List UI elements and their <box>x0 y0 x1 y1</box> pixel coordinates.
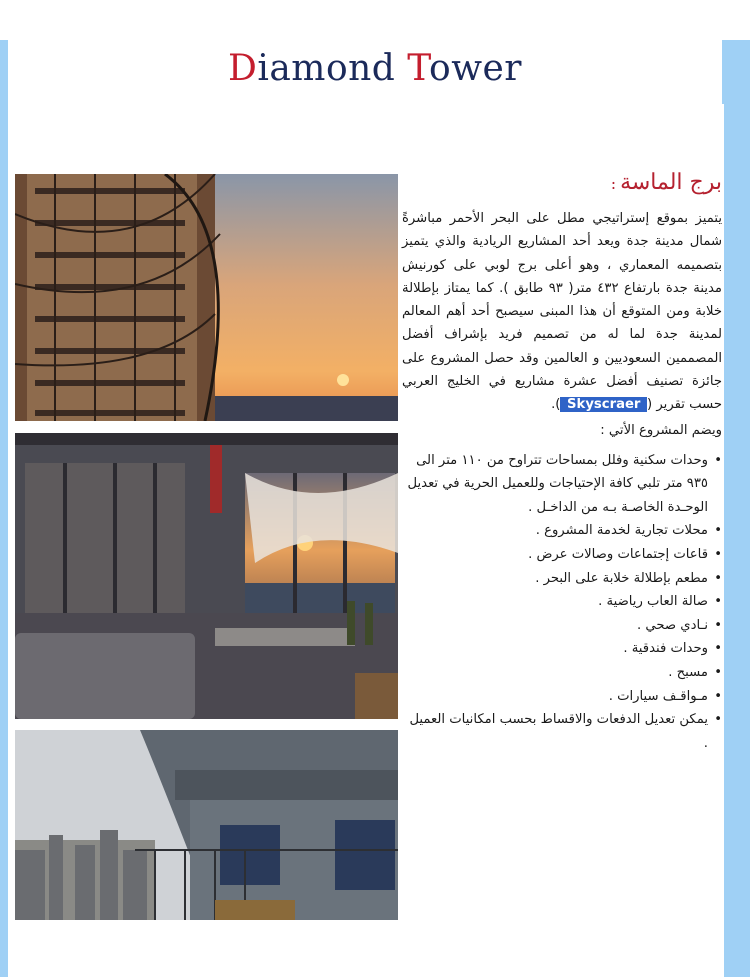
title-word-2: ower <box>429 48 523 89</box>
title-initial-d: D <box>227 48 258 89</box>
list-item: • مسبح . <box>402 661 722 685</box>
list-item: • مطعم بإطلالة خلابة على البحر . <box>402 567 722 591</box>
section-heading <box>402 170 722 195</box>
list-item: • يمكن تعديل الدفعات والاقساط بحسب امكانيات العميل . <box>402 708 722 755</box>
tower-sunset-illustration <box>15 174 398 421</box>
list-item: • قاعات إجتماعات وصالات عرض . <box>402 543 722 567</box>
intro-text-end: ). <box>551 397 561 413</box>
intro-text: يتميز بموقع إستراتيجي مطل على البحر الأحمر مباشرةً شمال مدينة جدة ويعد أحد المشاريع الريادية والذي يتميز بتصميمه المعماري ، وهو أعلى برج لوبي على كورنيش مدينة جدة بارتفاع ٤٣٢ متر( ٩٣ طابق ). كما يمتاز بإطلالة خلابة ومن المتوقع أن هذا المبنى سيصبح أحد أهم المعالم لمدينة جدة لما له من تصميم فريد بإشراف أفضل المصممين السعوديين و العالمين وقد حصل المشروع على جائزة تصنيف أفضل عشرة مشاريع في الخليج العربي حسب تقرير ( <box>402 211 722 413</box>
description-column <box>402 170 722 755</box>
title-initial-t: T <box>407 48 430 89</box>
list-item: • صالة العاب رياضية . <box>402 590 722 614</box>
section-heading-colon: : <box>610 174 617 193</box>
list-item: • محلات تجارية لخدمة المشروع . <box>402 519 722 543</box>
includes-label: ويضم المشروع الأتي : <box>600 422 722 438</box>
interior-living-photo <box>15 433 398 719</box>
section-heading-text: برج الماسة <box>620 170 722 195</box>
top-margin <box>0 0 750 40</box>
list-item: • وحدات سكنية وفلل بمساحات تتراوح من ١١٠ متر الى ٩٣٥ متر تلبي كافة الإحتياجات وللعميل الحرية في تعديل الوحـدة الخاصـة بـه من الداخـل . <box>402 449 722 520</box>
features-list <box>402 449 722 756</box>
balcony-illustration <box>15 730 398 920</box>
report-name: Skyscraer <box>562 397 646 413</box>
interior-illustration <box>15 433 398 719</box>
tower-sunset-photo <box>15 174 398 421</box>
list-item: • مـواقـف سيارات . <box>402 685 722 709</box>
page-title <box>0 48 750 89</box>
list-item: • وحدات فندقية . <box>402 637 722 661</box>
title-word-1: iamond <box>257 48 408 89</box>
intro-paragraph <box>402 207 722 417</box>
list-item: • نـادي صحي . <box>402 614 722 638</box>
balcony-city-photo <box>15 730 398 920</box>
